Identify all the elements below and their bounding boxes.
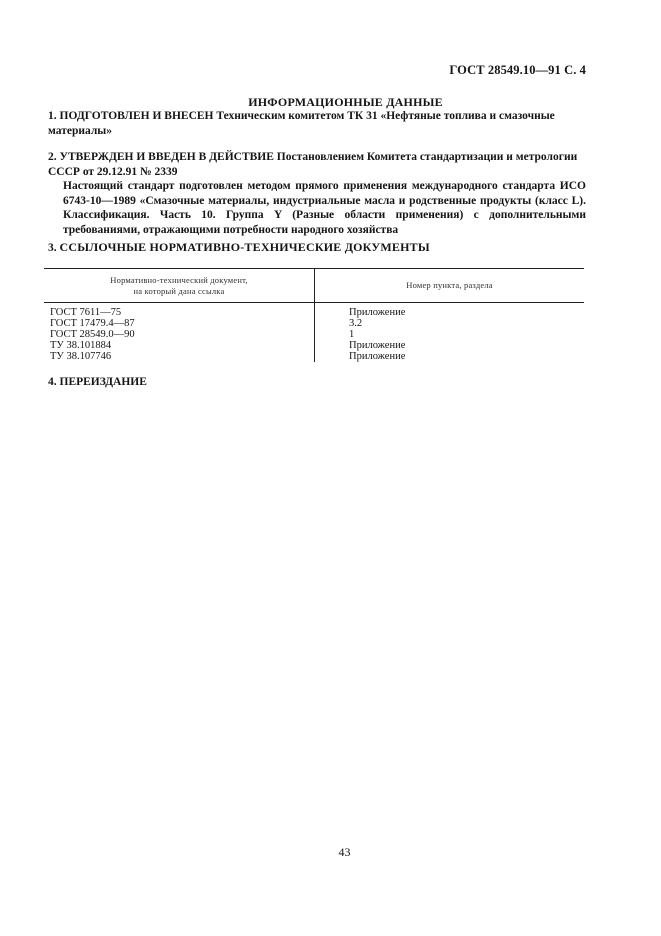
document-code-header: ГОСТ 28549.10—91 С. 4 xyxy=(449,63,586,77)
table-row-clause: Приложение xyxy=(349,307,406,318)
table-header-row xyxy=(44,269,584,303)
section-1-heading: ПОДГОТОВЛЕН И ВНЕСЕН xyxy=(59,110,214,122)
section-4 xyxy=(48,375,586,390)
table-header-document-line1: Нормативно-технический документ, xyxy=(110,274,248,285)
table-row-doc: ТУ 38.101884 xyxy=(50,340,112,351)
section-2-heading: УТВЕРЖДЕН И ВВЕДЕН В ДЕЙСТВИЕ xyxy=(59,151,274,163)
section-3-heading: ССЫЛОЧНЫЕ НОРМАТИВНО-ТЕХНИЧЕСКИЕ ДОКУМЕНТЫ xyxy=(59,240,430,254)
section-2-note: Настоящий стандарт подготовлен методом прямого применения международного стандарта ИСО 6743-10—1989 «Смазочные материалы, индустриальные масла и родственные продукты (класс L). Классификация. Часть 10. Группа Y (Разные области применения) с дополнительными требованиями, отражающими потребности народного хозяйства xyxy=(63,180,586,236)
table-body-row xyxy=(44,303,584,363)
section-1-number: 1. xyxy=(48,110,57,122)
section-4-heading: ПЕРЕИЗДАНИЕ xyxy=(59,376,147,388)
table-row-doc: ГОСТ 17479.4—87 xyxy=(50,318,135,329)
section-3 xyxy=(48,240,586,256)
page-title: ИНФОРМАЦИОННЫЕ ДАННЫЕ xyxy=(248,95,443,109)
section-2-text: Постановлением Комитета стандартизации и метрологии СССР от 29.12.91 № 2339 xyxy=(48,151,578,178)
table-row-clause: Приложение xyxy=(349,340,406,351)
table-row-clause: Приложение xyxy=(349,351,406,362)
table-row-doc: ТУ 38.107746 xyxy=(50,351,112,362)
page-number: 43 xyxy=(338,845,351,859)
table-row-clause: 1 xyxy=(349,329,355,340)
table-cell-documents xyxy=(44,303,315,363)
table-header-clause: Номер пункта, раздела xyxy=(315,269,585,303)
reference-documents-table xyxy=(44,268,584,362)
section-2 xyxy=(48,150,586,237)
table-row-doc: ГОСТ 28549.0—90 xyxy=(50,329,135,340)
section-1-text: Техническим комитетом ТК 31 «Нефтяные топлива и смазочные материалы» xyxy=(48,110,555,137)
table-header-document xyxy=(44,269,315,303)
table-row-clause: 3.2 xyxy=(349,318,363,329)
section-1 xyxy=(48,109,586,138)
table-cell-clauses xyxy=(315,303,585,363)
section-4-number: 4. xyxy=(48,376,57,388)
section-2-number: 2. xyxy=(48,151,57,163)
table-header-document-line2: на который дана ссылка xyxy=(133,285,225,296)
section-3-number: 3. xyxy=(48,242,57,254)
table-row-doc: ГОСТ 7611—75 xyxy=(50,307,122,318)
